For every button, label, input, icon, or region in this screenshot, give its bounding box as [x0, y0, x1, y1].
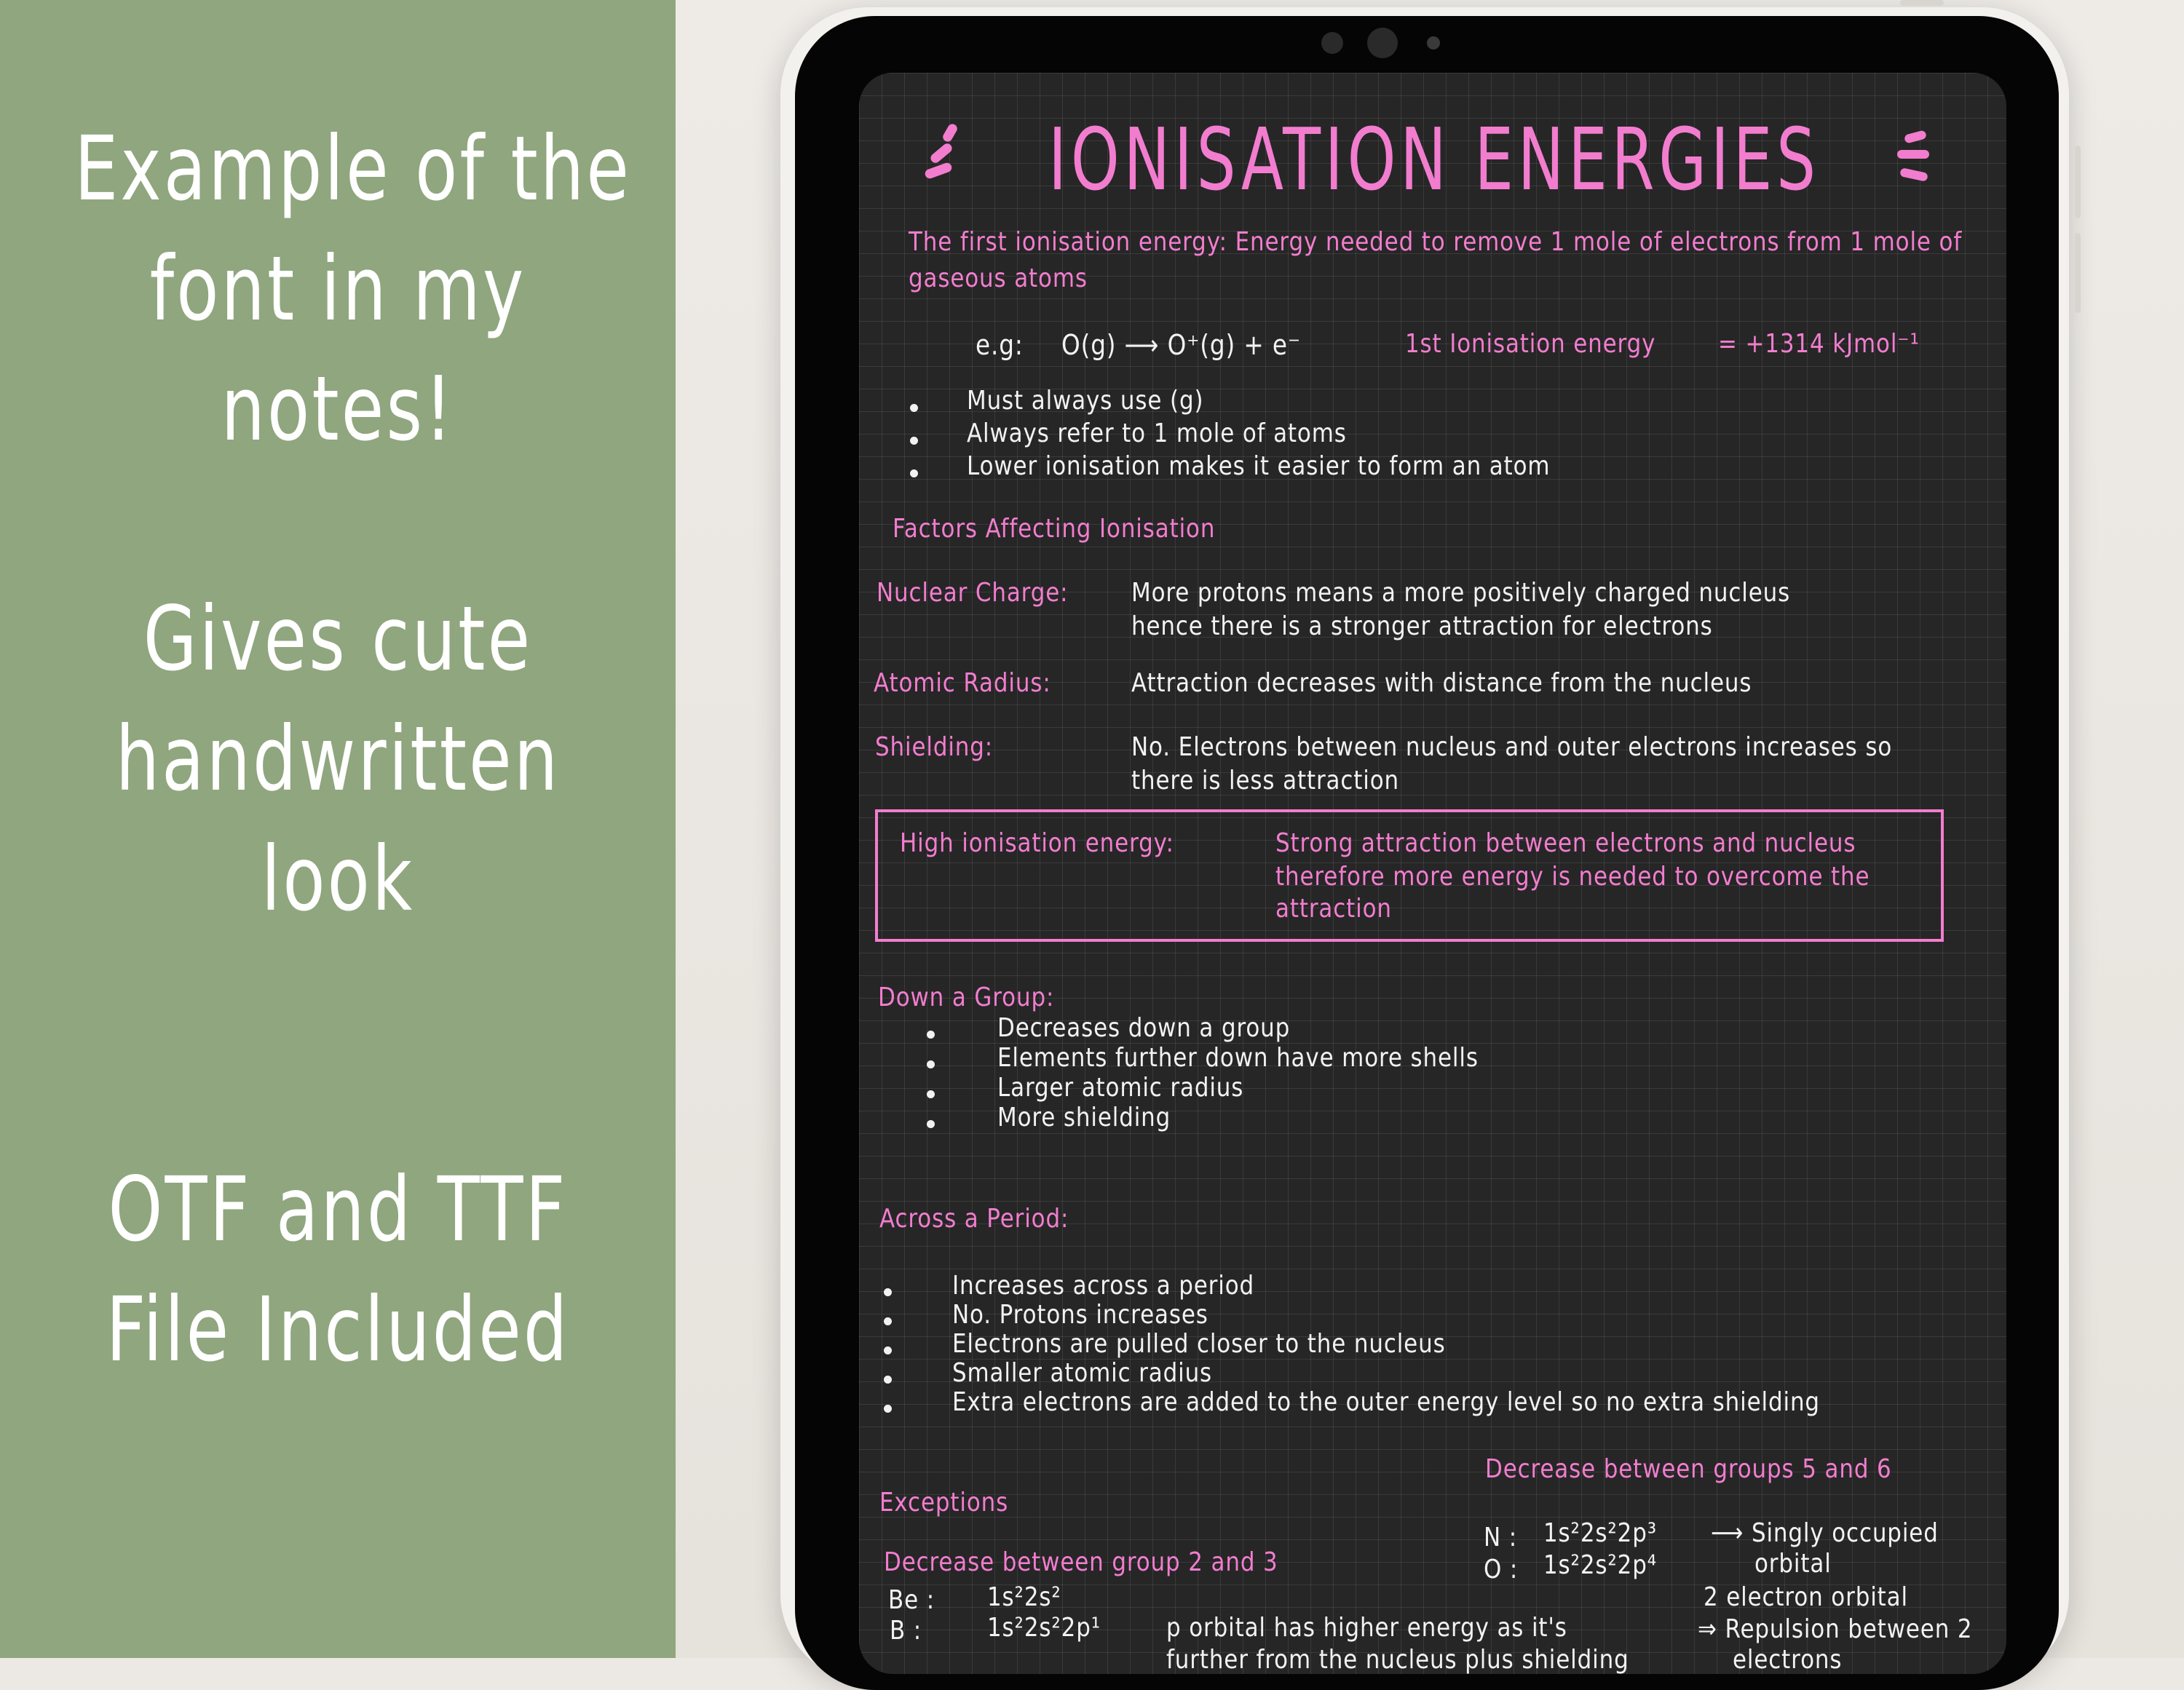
group23-heading: Decrease between group 2 and 3: [884, 1547, 1278, 1577]
down-group-item: Decreases down a group: [997, 1013, 1291, 1043]
example-value: = +1314 kJmol⁻¹: [1718, 329, 1920, 359]
bullet-icon: [927, 1090, 935, 1098]
factor-text: there is less attraction: [1131, 766, 1399, 796]
page-title: IONISATION ENERGIES: [1048, 109, 1820, 210]
o-config: 1s²2s²2p⁴: [1543, 1550, 1657, 1580]
bullet-icon: [927, 1120, 935, 1128]
down-group-heading: Down a Group:: [878, 983, 1055, 1012]
exceptions-heading: Exceptions: [879, 1488, 1009, 1518]
singly-note: ⟶ Singly occupied: [1711, 1518, 1939, 1548]
promo-line: notes!: [221, 357, 455, 461]
promo-line: File Included: [106, 1278, 570, 1381]
o-label: O :: [1484, 1555, 1519, 1584]
promo-line: Example of the: [74, 117, 631, 221]
high-ie-text: Strong attraction between electrons and nucleus: [1275, 828, 1856, 858]
factor-text: hence there is a stronger attraction for electrons: [1131, 611, 1713, 641]
b-config: 1s²2s²2p¹: [987, 1613, 1101, 1643]
across-period-item: No. Protons increases: [952, 1300, 1208, 1330]
factor-text: More protons means a more positively charged nucleus: [1131, 578, 1791, 608]
across-period-heading: Across a Period:: [879, 1204, 1069, 1234]
repulsion-note: ⇒ Repulsion between 2: [1698, 1614, 1973, 1644]
definition-line: gaseous atoms: [909, 263, 1088, 293]
promo-line: look: [261, 828, 415, 931]
promo-text-look: [74, 579, 601, 940]
promo-text-example: [74, 109, 631, 469]
n-label: N :: [1484, 1523, 1518, 1552]
notes-screen: [859, 73, 2006, 1674]
b-label: B :: [890, 1616, 922, 1646]
sensor-dot: [1427, 36, 1440, 49]
promo-line: font in my: [149, 237, 526, 341]
example-label: e.g:: [976, 329, 1024, 361]
factors-heading: Factors Affecting Ionisation: [893, 514, 1216, 544]
rule-item: Always refer to 1 mole of atoms: [967, 418, 1347, 448]
factor-text: No. Electrons between nucleus and outer electrons increases so: [1131, 732, 1893, 762]
group23-note: p orbital has higher energy as it's: [1166, 1613, 1567, 1643]
rule-item: Must always use (g): [967, 386, 1204, 416]
sparkle-decoration: [1904, 130, 1927, 143]
bullet-icon: [884, 1288, 892, 1296]
bullet-icon: [884, 1317, 892, 1325]
promo-line: Gives cute: [143, 587, 533, 691]
bullet-icon: [884, 1346, 892, 1354]
sparkle-decoration: [941, 122, 959, 143]
be-label: Be :: [888, 1585, 935, 1615]
n-config: 1s²2s²2p³: [1543, 1518, 1657, 1548]
high-ie-label: High ionisation energy:: [900, 828, 1174, 858]
promo-line: handwritten: [115, 707, 561, 811]
repulsion-note: electrons: [1733, 1645, 1843, 1674]
promo-text-files: [74, 1150, 601, 1390]
bullet-icon: [884, 1376, 892, 1384]
down-group-item: Elements further down have more shells: [997, 1043, 1479, 1073]
group23-note: further from the nucleus plus shielding: [1166, 1645, 1629, 1674]
singly-note: orbital: [1754, 1549, 1832, 1579]
down-group-item: More shielding: [997, 1103, 1171, 1132]
sparkle-decoration: [1897, 150, 1929, 159]
sparkle-decoration: [924, 162, 953, 180]
example-name: 1st Ionisation energy: [1405, 329, 1656, 359]
high-ie-text: attraction: [1275, 894, 1392, 924]
factor-label: Atomic Radius:: [874, 668, 1051, 698]
factor-text: Attraction decreases with distance from the nucleus: [1131, 668, 1752, 698]
bullet-icon: [927, 1031, 935, 1039]
factor-label: Nuclear Charge:: [877, 578, 1069, 608]
across-period-item: Smaller atomic radius: [952, 1358, 1213, 1388]
high-ie-text: therefore more energy is needed to overcome the: [1275, 862, 1870, 892]
volume-button: [2075, 146, 2081, 218]
across-period-item: Electrons are pulled closer to the nucleus: [952, 1329, 1446, 1359]
be-config: 1s²2s²: [987, 1582, 1061, 1612]
down-group-item: Larger atomic radius: [997, 1073, 1244, 1103]
bullet-icon: [884, 1405, 892, 1413]
two-electron-note: 2 electron orbital: [1704, 1582, 1908, 1612]
promo-line: OTF and TTF: [108, 1158, 568, 1261]
group56-heading: Decrease between groups 5 and 6: [1485, 1454, 1892, 1484]
bullet-icon: [927, 1060, 935, 1068]
across-period-item: Increases across a period: [952, 1271, 1255, 1301]
bullet-icon: [910, 469, 918, 477]
definition-line: The first ionisation energy: Energy needed to remove 1 mole of electrons from 1 mole of: [909, 227, 1963, 257]
camera-icon: [1367, 28, 1398, 58]
bullet-icon: [910, 437, 918, 445]
across-period-item: Extra electrons are added to the outer energy level so no extra shielding: [952, 1387, 1820, 1417]
volume-button: [2075, 233, 2081, 313]
rule-item: Lower ionisation makes it easier to form an atom: [967, 451, 1551, 481]
power-button: [1900, 0, 1944, 6]
sensor-dot: [1321, 32, 1343, 54]
example-equation: O(g) ⟶ O⁺(g) + e⁻: [1061, 329, 1301, 361]
bullet-icon: [910, 404, 918, 412]
promo-panel: [0, 0, 676, 1658]
sparkle-decoration: [929, 142, 954, 165]
sparkle-decoration: [1899, 167, 1928, 182]
factor-label: Shielding:: [875, 732, 994, 762]
